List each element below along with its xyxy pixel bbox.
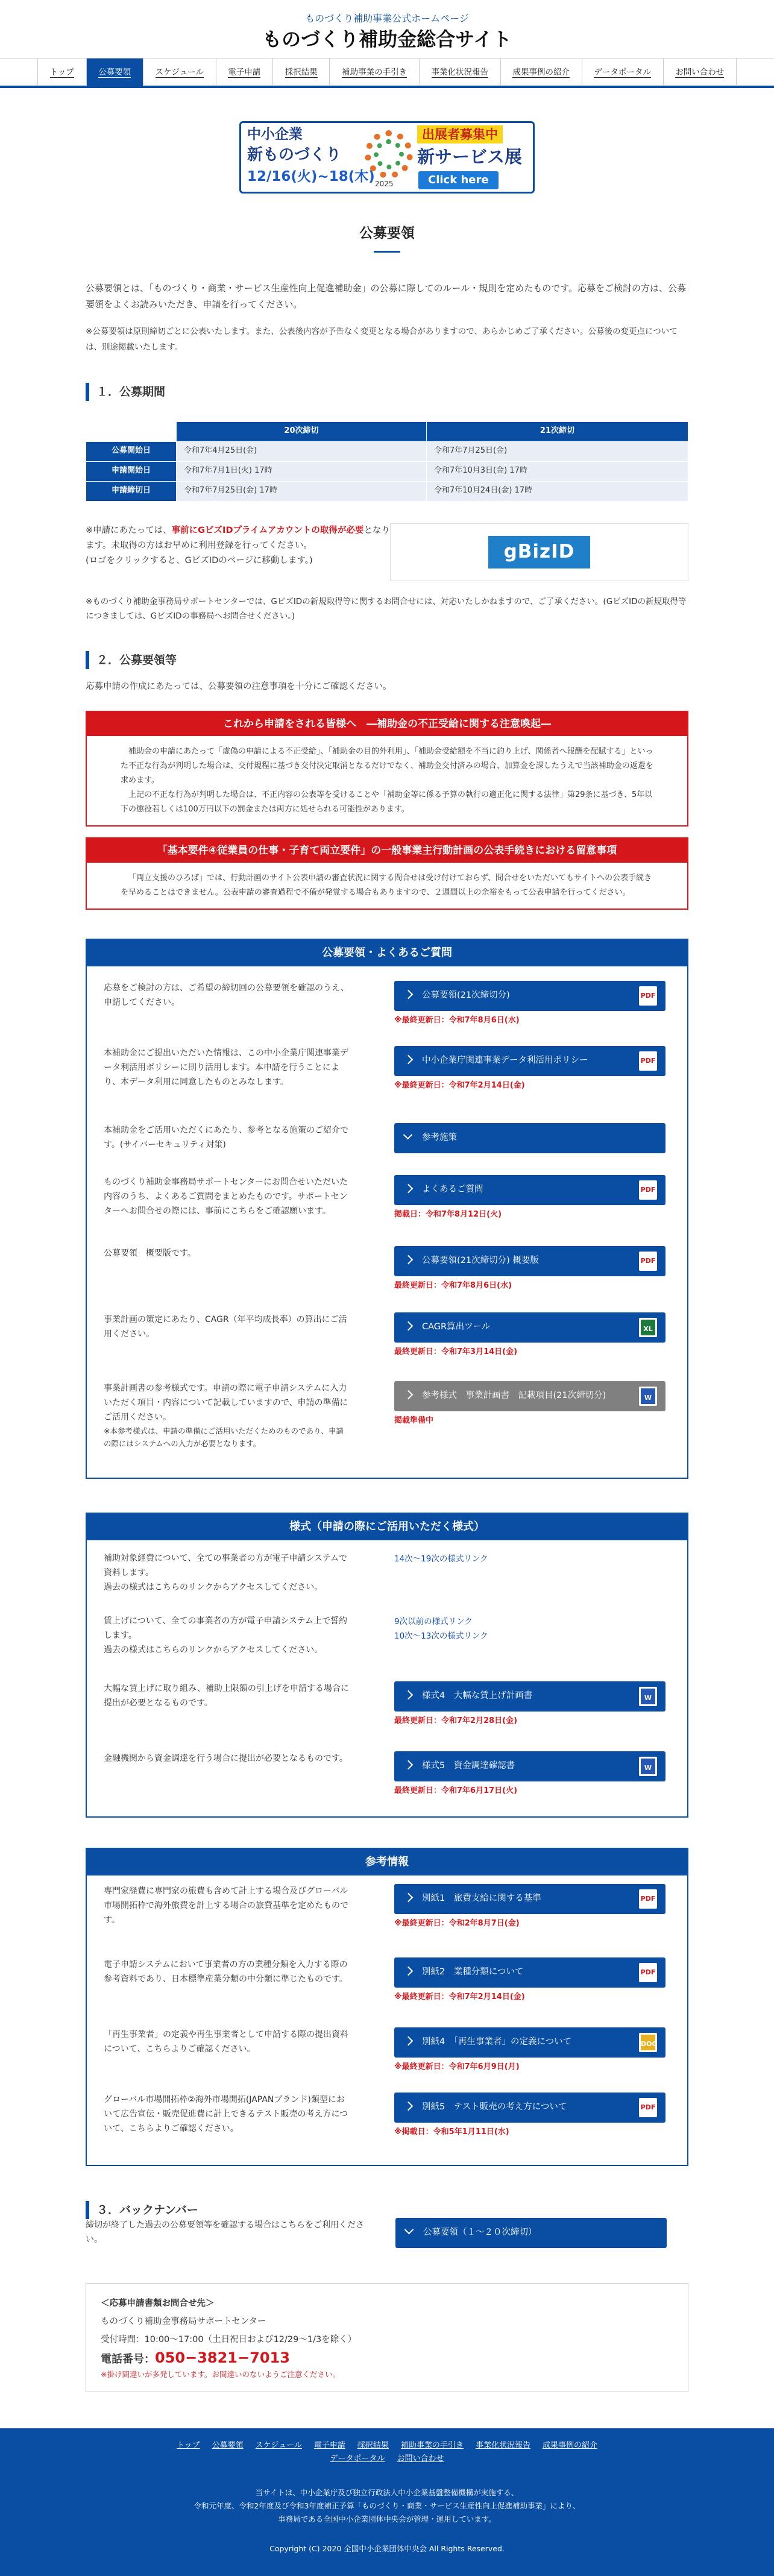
schedule-table <box>86 421 688 502</box>
item-description: グローバル市場開拓枠②海外市場開拓(JAPANブランド)類型において広告宣伝・販売促進費に計上できるテスト販売の考え方について、こちらよりご確認ください。 <box>104 2094 348 2134</box>
list-item <box>87 2027 687 2093</box>
footer-about-line: 令和元年度、令和2年度及び令和3年度補正予算「ものづくり・商業・サービス生産性向上促進補助事業」により、 <box>194 2501 580 2510</box>
section-heading-period: １．公募期間 <box>86 383 688 401</box>
item-description: 過去の様式はこちらのリンクからアクセスしてください。 <box>104 1582 323 1592</box>
nav-label: 採択結果 <box>285 68 318 77</box>
form4-button[interactable] <box>394 1681 665 1712</box>
table-row <box>86 441 688 461</box>
item-description: 事業計画書の参考様式です。申請の際に電子申請システムに入力いただく項目・内容について記載していますので、申請の準備にご活用ください。 <box>104 1383 348 1422</box>
contact-box <box>86 2283 688 2392</box>
table-cell: 令和7年7月25日(金) 17時 <box>177 481 427 501</box>
button-label: 公募要領(21次締切分) <box>422 990 510 1001</box>
nav-item-handbook[interactable] <box>329 58 418 86</box>
footer-link[interactable]: スケジュール <box>255 2440 302 2450</box>
update-date: ※掲載日：令和5年1月11日(水) <box>394 2127 509 2137</box>
nav-label: 事業化状況報告 <box>431 68 489 77</box>
chevron-right-icon <box>404 1255 414 1265</box>
table-row <box>86 461 688 481</box>
table-cell: 令和7年4月25日(金) <box>177 441 427 461</box>
forms-9-link[interactable]: 9次以前の様式リンク <box>394 1616 473 1627</box>
excel-icon: XL <box>639 1318 657 1337</box>
forms-heading: 様式（申請の際にご活用いただく様式） <box>87 1514 687 1540</box>
page-title: 公募要領 <box>86 222 688 253</box>
site-subtitle: ものづくり補助事業公式ホームページ <box>305 13 469 24</box>
gbizid-logo: gBizID <box>488 536 591 568</box>
button-label: 公募要領(21次締切分) 概要版 <box>422 1256 539 1266</box>
fraud-warning-body: 上記の不正な行為が判明した場合は、不正内容の公表等を受けることや「補助金等に係る予算の執行の適正化に関する法律」第29条に基づき、5年以下の懲役若しくは100万円以下の罰金または両方に処せられる可能性があります。 <box>121 790 653 814</box>
row-header: 申請締切日 <box>86 481 177 501</box>
banner-badge: 出展者募集中 <box>417 125 503 143</box>
pdf-icon: PDF <box>639 1252 657 1271</box>
item-description: 補助対象経費について、全ての事業者の方が電子申請システムで資料します。 <box>104 1553 348 1578</box>
chevron-down-icon <box>403 1130 413 1140</box>
item-description: 金融機関から資金調達を行う場合に提出が必要となるものです。 <box>104 1753 348 1763</box>
chevron-right-icon <box>404 1390 414 1400</box>
nav-item-report[interactable] <box>419 58 500 86</box>
footer-link[interactable]: 成果事例の紹介 <box>542 2440 597 2450</box>
update-date: 最終更新日：令和7年3月14日(金) <box>394 1347 518 1356</box>
footer-about-line: 事務局である全国中小企業団体中央会が管理・運用しています。 <box>278 2514 496 2524</box>
chevron-right-icon <box>404 1893 414 1903</box>
item-description: 電子申請システムにおいて事業者の方の業種分類を入力する際の参考資料であり、日本標準産業分類の中分類に準じたものです。 <box>104 1959 348 1984</box>
nav-label: 電子申請 <box>228 68 261 77</box>
forms-14-19-link[interactable]: 14次〜19次の様式リンク <box>394 1554 488 1564</box>
site-header <box>0 0 774 58</box>
item-description: 専門家経費に専門家の旅費も含めて計上する場合及びグローバル市場開拓枠で海外旅費を計上する場合の旅費基準を定めたものです。 <box>104 1886 348 1925</box>
guidelines-summary-button[interactable] <box>394 1246 665 1276</box>
contact-name: ものづくり補助金事務局サポートセンター <box>101 2316 266 2326</box>
update-date: 最終更新日：令和7年8月6日(水) <box>394 1280 512 1290</box>
phone-label: 電話番号： <box>101 2352 155 2366</box>
gbizid-logo-link[interactable] <box>390 523 688 581</box>
item-description: 本補助金をご活用いただくにあたり、参考となる施策のご紹介です。(サイバーセキュリティ対策) <box>104 1125 348 1150</box>
button-label: 公募要領（１〜２０次締切） <box>423 2228 537 2238</box>
column-header: 20次締切 <box>177 421 427 441</box>
footer-link[interactable]: 補助事業の手引き <box>400 2440 464 2450</box>
gbizid-text <box>86 523 390 581</box>
backnumber-button[interactable] <box>395 2218 667 2248</box>
word-icon: W <box>639 1757 657 1776</box>
nav-label: 公募要領 <box>98 68 131 77</box>
list-item <box>87 981 687 1046</box>
table-cell: 令和7年7月25日(金) <box>426 441 688 461</box>
item-description: 大幅な賃上げに取り組み、補助上限額の引上げを申請する場合に提出が必要となるものです。 <box>104 1683 349 1708</box>
travel-cost-button[interactable] <box>394 1884 665 1914</box>
guidelines-21-button[interactable] <box>394 981 665 1011</box>
industry-class-button[interactable] <box>394 1957 665 1988</box>
pdf-icon: PDF <box>639 1963 657 1982</box>
row-header: 公募開始日 <box>86 441 177 461</box>
list-item <box>87 1884 687 1957</box>
chevron-right-icon <box>404 2102 414 2111</box>
item-description: ものづくり補助金事務局サポートセンターにお問合せいただいた内容のうち、よくあるご質問をまとめたものです。サポートセンターへお問合せの際には、事前にこちらをご確認願います。 <box>104 1177 348 1216</box>
item-description: 「再生事業者」の定義や再生事業者として申請する際の提出資料について、こちらよりご確認ください。 <box>104 2029 348 2054</box>
button-label: 中小企業庁関連事業データ利活用ポリシー <box>422 1056 588 1066</box>
chevron-right-icon <box>404 2036 414 2046</box>
pdf-icon: PDF <box>639 1889 657 1909</box>
nav-item-results[interactable] <box>272 58 329 86</box>
item-description: 公募要領 概要版です。 <box>104 1248 196 1258</box>
table-cell: 令和7年10月24日(金) 17時 <box>426 481 688 501</box>
fraud-warning-box <box>86 711 688 827</box>
table-row <box>86 481 688 501</box>
action-plan-notice-box <box>86 837 688 910</box>
update-date: ※最終更新日：令和7年6月9日(月) <box>394 2062 520 2071</box>
nav-item-cases[interactable] <box>500 58 582 86</box>
phone-number[interactable]: 050−3821−7013 <box>155 2349 290 2366</box>
nav-label: 補助事業の手引き <box>342 68 407 77</box>
gbizid-text-hint: (ロゴをクリックすると、GビズIDのページに移動します。) <box>86 555 313 565</box>
forms-box <box>86 1513 688 1818</box>
button-label: 別紙5 テスト販売の考え方について <box>422 2102 567 2112</box>
footer-link[interactable]: データポータル <box>330 2454 385 2463</box>
item-note: ※本参考様式は、申請の準備にご活用いただくためのものであり、申請の際にはシステムへの入力が必要となります。 <box>104 1426 344 1448</box>
list-item <box>87 1551 687 1614</box>
reference-measures-button[interactable] <box>394 1123 665 1153</box>
contact-title: ＜応募申請書類お問合せ先＞ <box>101 2298 215 2308</box>
list-item <box>87 1681 687 1751</box>
section-heading-backnumber: ３．バックナンバー <box>86 2201 688 2219</box>
test-sales-button[interactable] <box>394 2093 665 2123</box>
chevron-right-icon <box>404 990 414 1000</box>
pdf-icon: PDF <box>639 1051 657 1071</box>
list-item <box>87 1957 687 2027</box>
button-label: 別紙1 旅費支給に関する基準 <box>422 1894 541 1904</box>
banner-dates: 12/16(火)~18(木) <box>247 169 375 184</box>
gbizid-text-part: ※申請にあたっては、 <box>86 525 172 535</box>
pdf-icon: PDF <box>639 2098 657 2117</box>
backnumber-row <box>86 2218 688 2248</box>
button-label: 参考様式 事業計画書 記載項目(21次締切分) <box>422 1391 606 1401</box>
chevron-right-icon <box>404 1690 414 1700</box>
list-item <box>87 1614 687 1681</box>
reference-heading: 参考情報 <box>87 1849 687 1875</box>
action-plan-notice-body: 「両立支援のひろば」では、行動計画のサイト公表申請の審査状況に関する問合せは受け付けておらず、問合せをいただいてもサイトへの公表手続きを早めることはできません。公表申請の審査過程で不備が発覚する場合もありますので、２週間以上の余裕をもって公表申請を行ってください。 <box>121 873 652 897</box>
item-description: 本補助金にご提出いただいた情報は、この中小企業庁関連事業データ利活用ポリシーに則り活用します。本申請を行うことにより、本データ利用に同意したものとみなします。 <box>104 1048 348 1087</box>
item-description: 事業計画の策定にあたり、CAGR（年平均成長率）の算出にご活用ください。 <box>104 1314 347 1339</box>
footer-about-line: 当サイトは、中小企業庁及び独立行政法人中小企業基盤整備機構が実施する、 <box>255 2487 519 2497</box>
chevron-right-icon <box>404 1760 414 1770</box>
faq-button[interactable] <box>394 1175 665 1205</box>
nav-item-e-application[interactable] <box>216 58 272 86</box>
recovery-business-button[interactable] <box>394 2027 665 2058</box>
table-cell: 令和7年7月1日(火) 17時 <box>177 461 427 481</box>
nav-label: データポータル <box>594 68 651 77</box>
banner-logo-inner-icon <box>374 139 404 169</box>
site-footer <box>0 2428 774 2576</box>
nav-label: 成果事例の紹介 <box>512 68 570 77</box>
data-policy-button[interactable] <box>394 1046 665 1076</box>
list-item <box>87 2093 687 2165</box>
footer-link[interactable]: トップ <box>177 2440 200 2450</box>
button-label: よくあるご質問 <box>422 1185 483 1195</box>
item-description: 過去の様式はこちらのリンクからアクセスしてください。 <box>104 1645 323 1655</box>
document-icon: DOC <box>639 2033 657 2052</box>
table-cell: 令和7年10月3日(金) 17時 <box>426 461 688 481</box>
update-date: ※最終更新日：令和7年2月14日(金) <box>394 1992 525 2001</box>
guidelines-faq-heading: 公募要領・よくあるご質問 <box>87 940 687 966</box>
footer-link[interactable]: お問い合わせ <box>397 2454 444 2463</box>
guidelines-text: 応募申請の作成にあたっては、公募要領の注意事項を十分にご確認ください。 <box>86 681 392 691</box>
list-item <box>87 1381 687 1478</box>
copyright: Copyright (C) 2020 全国中小企業団体中央会 All Rights Reserved. <box>269 2543 505 2553</box>
footer-link[interactable]: 電子申請 <box>313 2440 345 2450</box>
forms-10-13-link[interactable]: 10次〜13次の様式リンク <box>394 1631 488 1641</box>
update-date: ※最終更新日：令和7年2月14日(金) <box>394 1080 525 1090</box>
list-item <box>87 1175 687 1246</box>
list-item <box>87 1312 687 1381</box>
button-label: 別紙2 業種分類について <box>422 1967 524 1977</box>
nav-item-top[interactable] <box>37 58 86 86</box>
footer-links <box>92 2428 682 2466</box>
reference-box <box>86 1848 688 2166</box>
event-banner[interactable] <box>239 121 535 194</box>
section-heading-guidelines: ２．公募要領等 <box>86 651 688 669</box>
item-description: 賃上げについて、全ての事業者の方が電子申請システム上で誓約します。 <box>104 1616 348 1640</box>
list-item <box>87 1046 687 1123</box>
chevron-right-icon <box>404 1055 414 1065</box>
contact-hours: 受付時間：10:00〜17:00（土日祝日および12/29〜1/3を除く） <box>101 2334 357 2345</box>
button-label: CAGR算出ツール <box>422 1322 491 1332</box>
list-item <box>87 1751 687 1816</box>
banner-line1: 中小企業 <box>247 127 303 142</box>
nav-label: スケジュール <box>155 68 204 77</box>
table-corner <box>86 421 177 441</box>
form5-button[interactable] <box>394 1751 665 1781</box>
contact-phone <box>101 2349 673 2369</box>
column-header: 21次締切 <box>426 421 688 441</box>
guidelines-faq-box <box>86 939 688 1479</box>
word-icon: W <box>639 1387 657 1406</box>
item-description: 応募をご検討の方は、ご希望の締切回の公募要領を確認のうえ、申請してください。 <box>104 983 349 1007</box>
button-label: 参考施策 <box>422 1133 457 1143</box>
pdf-icon: PDF <box>639 1180 657 1200</box>
row-header: 申請開始日 <box>86 461 177 481</box>
update-date: 最終更新日：令和7年6月17日(火) <box>394 1786 518 1795</box>
chevron-right-icon <box>404 1184 414 1194</box>
intro-note: ※公募要領は原則締切ごとに公表いたします。また、公表後内容が予告なく変更となる場合がありますので、あらかじめご了承ください。公募後の変更点については、別途掲載いたします。 <box>86 326 678 352</box>
gbizid-text-emphasis: 事前にGビズIDプライムアカウントの取得が必要 <box>171 525 364 535</box>
footer-about <box>0 2486 774 2526</box>
chevron-right-icon <box>404 1967 414 1976</box>
word-icon: W <box>639 1687 657 1706</box>
nav-label: トップ <box>49 68 74 77</box>
chevron-down-icon <box>404 2225 414 2235</box>
fraud-warning-body: 補助金の申請にあたって「虚偽の申請による不正受給」、「補助金の目的外利用」、「補助金受給額を不当に釣り上げ、関係者へ報酬を配賦する」といった不正な行為が判明した場合は、交付規程に基づき交付決定取消となるだけでなく、補助金交付済みの場合、加算金を課したうえで当該補助金の返還を求めます。 <box>121 746 653 785</box>
business-plan-template-button[interactable] <box>394 1381 665 1411</box>
update-date: 掲載日：令和7年8月12日(火) <box>394 1209 502 1219</box>
update-date: 掲載準備中 <box>394 1416 434 1425</box>
gbizid-block <box>86 523 688 581</box>
footer-link[interactable]: 採択結果 <box>357 2440 389 2450</box>
banner-year: 2025 <box>375 180 394 188</box>
footer-link[interactable]: 公募要領 <box>212 2440 244 2450</box>
pdf-icon: PDF <box>639 986 657 1006</box>
nav-label: お問い合わせ <box>675 68 725 77</box>
banner-click-button[interactable]: Click here <box>418 171 499 189</box>
banner-service: 新サービス展 <box>417 146 523 167</box>
fraud-warning-heading: これから申請をされる皆様へ ―補助金の不正受給に関する注意喚起― <box>87 712 687 736</box>
backnumber-text: 締切が終了した過去の公募要領等を確認する場合はこちらをご利用ください。 <box>86 2220 364 2244</box>
list-item <box>87 1123 687 1175</box>
footer-link[interactable]: 事業化状況報告 <box>475 2440 530 2450</box>
list-item <box>87 1246 687 1312</box>
update-date: ※最終更新日：令和2年8月7日(金) <box>394 1918 520 1928</box>
button-label: 別紙4 「再生事業者」の定義について <box>422 2037 572 2047</box>
cagr-tool-button[interactable] <box>394 1312 665 1343</box>
nav-item-contact[interactable] <box>663 58 737 86</box>
site-title[interactable]: ものづくり補助金総合サイト <box>262 28 512 51</box>
button-label: 様式4 大幅な賃上げ計画書 <box>422 1691 533 1701</box>
button-label: 様式5 資金調達確認書 <box>422 1761 515 1771</box>
intro-text: 公募要領とは、「ものづくり・商業・サービス生産性向上促進補助金」の公募に際してのルール・規則を定めたものです。応募をご検討の方は、公募要領をよくお読みいただき、申請を行ってください。 <box>86 282 687 310</box>
contact-warning: ※掛け間違いが多発しています。お間違いのないようご注意ください。 <box>101 2369 340 2379</box>
update-date: ※最終更新日：令和7年8月6日(水) <box>394 1015 520 1025</box>
update-date: 最終更新日：令和7年2月28日(金) <box>394 1716 518 1725</box>
nav-item-data-portal[interactable] <box>582 58 663 86</box>
global-nav <box>0 58 774 88</box>
action-plan-notice-heading: 「基本要件④従業員の仕事・子育て両立要件」の一般事業主行動計画の公表手続きにおける留意事項 <box>87 839 687 863</box>
nav-item-schedule[interactable] <box>143 58 216 86</box>
gbizid-text-part: となります。未取得の方はお早めに利用登録を行ってください。 <box>86 525 390 550</box>
gbizid-note: ※ものづくり補助金事務局サポートセンターでは、GビズIDの新規取得等に関するお問合せには、対応いたしかねますので、ご了承ください。(GビズIDの新規取得等につきましては、GビズIDの事務局へお問合せください。) <box>86 596 687 621</box>
nav-item-guidelines[interactable] <box>86 58 143 86</box>
chevron-right-icon <box>404 1321 414 1331</box>
banner-line2: 新ものづくり <box>247 146 342 164</box>
